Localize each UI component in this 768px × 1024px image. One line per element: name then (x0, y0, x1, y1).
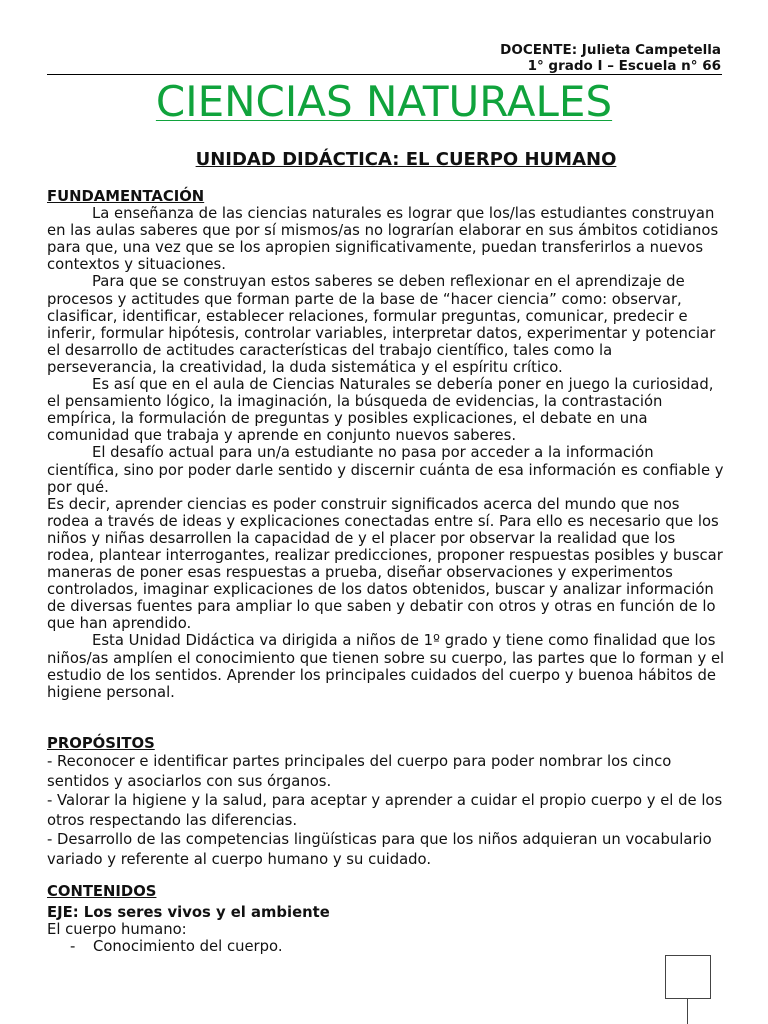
fundamentacion-heading: FUNDAMENTACIÓN (47, 188, 205, 205)
list-dash: - (70, 937, 76, 955)
fundamentacion-paragraph: Esta Unidad Didáctica va dirigida a niños de 1º grado y tiene como finalidad que los niños/as amplíen el conocimiento que tienen sobre su cuerpo, las partes que lo forman y el estudio de los sentidos. Aprender los principales cuidados del cuerpo y buenoa hábitos de higiene personal. (47, 632, 725, 701)
list-item: - Desarrollo de las competencias lingüísticas para que los niños adquieran un vocabulario variado y referente al cuerpo humano y su cuidado. (47, 831, 712, 868)
fundamentacion-paragraph: La enseñanza de las ciencias naturales es lograr que los/las estudiantes construyan en las aulas saberes que por sí mismos/as no lograrían elaborar en sus ámbitos cotidianos para que, una vez que se los apropien significativamente, puedan transferirlos a nuevos contextos y situaciones. (47, 205, 719, 274)
header-rule (47, 74, 722, 75)
list-item-text: Conocimiento del cuerpo. (93, 937, 283, 955)
eje-heading: EJE: Los seres vivos y el ambiente (47, 903, 330, 921)
unit-subtitle: UNIDAD DIDÁCTICA: EL CUERPO HUMANO (195, 149, 617, 170)
propositos-heading: PROPÓSITOS (47, 734, 155, 752)
fundamentacion-paragraph: Es así que en el aula de Ciencias Naturales se debería poner en juego la curiosidad, el pensamiento lógico, la imaginación, la búsqueda de evidencias, la contrastación empírica, la formulación de preguntas y posibles explicaciones, el debate en una comunidad que trabaja y aprende en conjunto nuevos saberes. (47, 376, 714, 445)
propositos-list (47, 752, 725, 870)
contenidos-topic: El cuerpo humano: (47, 920, 187, 938)
list-item (47, 938, 725, 955)
fundamentacion-paragraph: Es decir, aprender ciencias es poder construir significados acerca del mundo que nos rodea a través de ideas y explicaciones conectadas entre sí. Para ello es necesario que los niños y niñas desarrollen la capacidad de y el placer por observar la realidad que los rodea, plantear interrogantes, realizar predicciones, proponer respuestas posibles y buscar maneras de poner esas respuestas a prueba, diseñar observaciones y experimentos controlados, imaginar explicaciones de los datos obtenidos, buscar y analizar información de diversas fuentes para ampliar lo que saben y debatir con otros y otras en función de lo que han aprendido. (47, 495, 723, 633)
corner-box (665, 955, 711, 999)
document-body (47, 188, 725, 955)
grade-school: 1° grado I – Escuela n° 66 (527, 58, 721, 74)
page-title: CIENCIAS NATURALES (155, 77, 613, 126)
fundamentacion-paragraph: El desafío actual para un/a estudiante no pasa por acceder a la información científica, sino por poder darle sentido y discernir cuánta de esa información es confiable y por qué. (47, 444, 724, 496)
list-item: - Valorar la higiene y la salud, para aceptar y aprender a cuidar el propio cuerpo y el de los otros respectando las diferencias. (47, 792, 723, 829)
list-item: - Reconocer e identificar partes principales del cuerpo para poder nombrar los cinco sentidos y asociarlos con sus órganos. (47, 752, 672, 790)
teacher-name: DOCENTE: Julieta Campetella (500, 42, 721, 58)
document-header (500, 42, 721, 74)
corner-box-line (687, 998, 688, 1024)
contenidos-heading: CONTENIDOS (47, 883, 157, 901)
fundamentacion-paragraph: Para que se construyan estos saberes se deben reflexionar en el aprendizaje de procesos y actitudes que forman parte de la base de “hacer ciencia” como: observar, clasificar, identificar, establecer relaciones, formular preguntas, comunicar, predecir e inferir, formular hipótesis, controlar variables, interpretar datos, experimentar y potenciar el desarrollo de actitudes características del trabajo científico, tales como la perseverancia, la creatividad, la duda sistemática y el espíritu crítico. (47, 273, 716, 376)
